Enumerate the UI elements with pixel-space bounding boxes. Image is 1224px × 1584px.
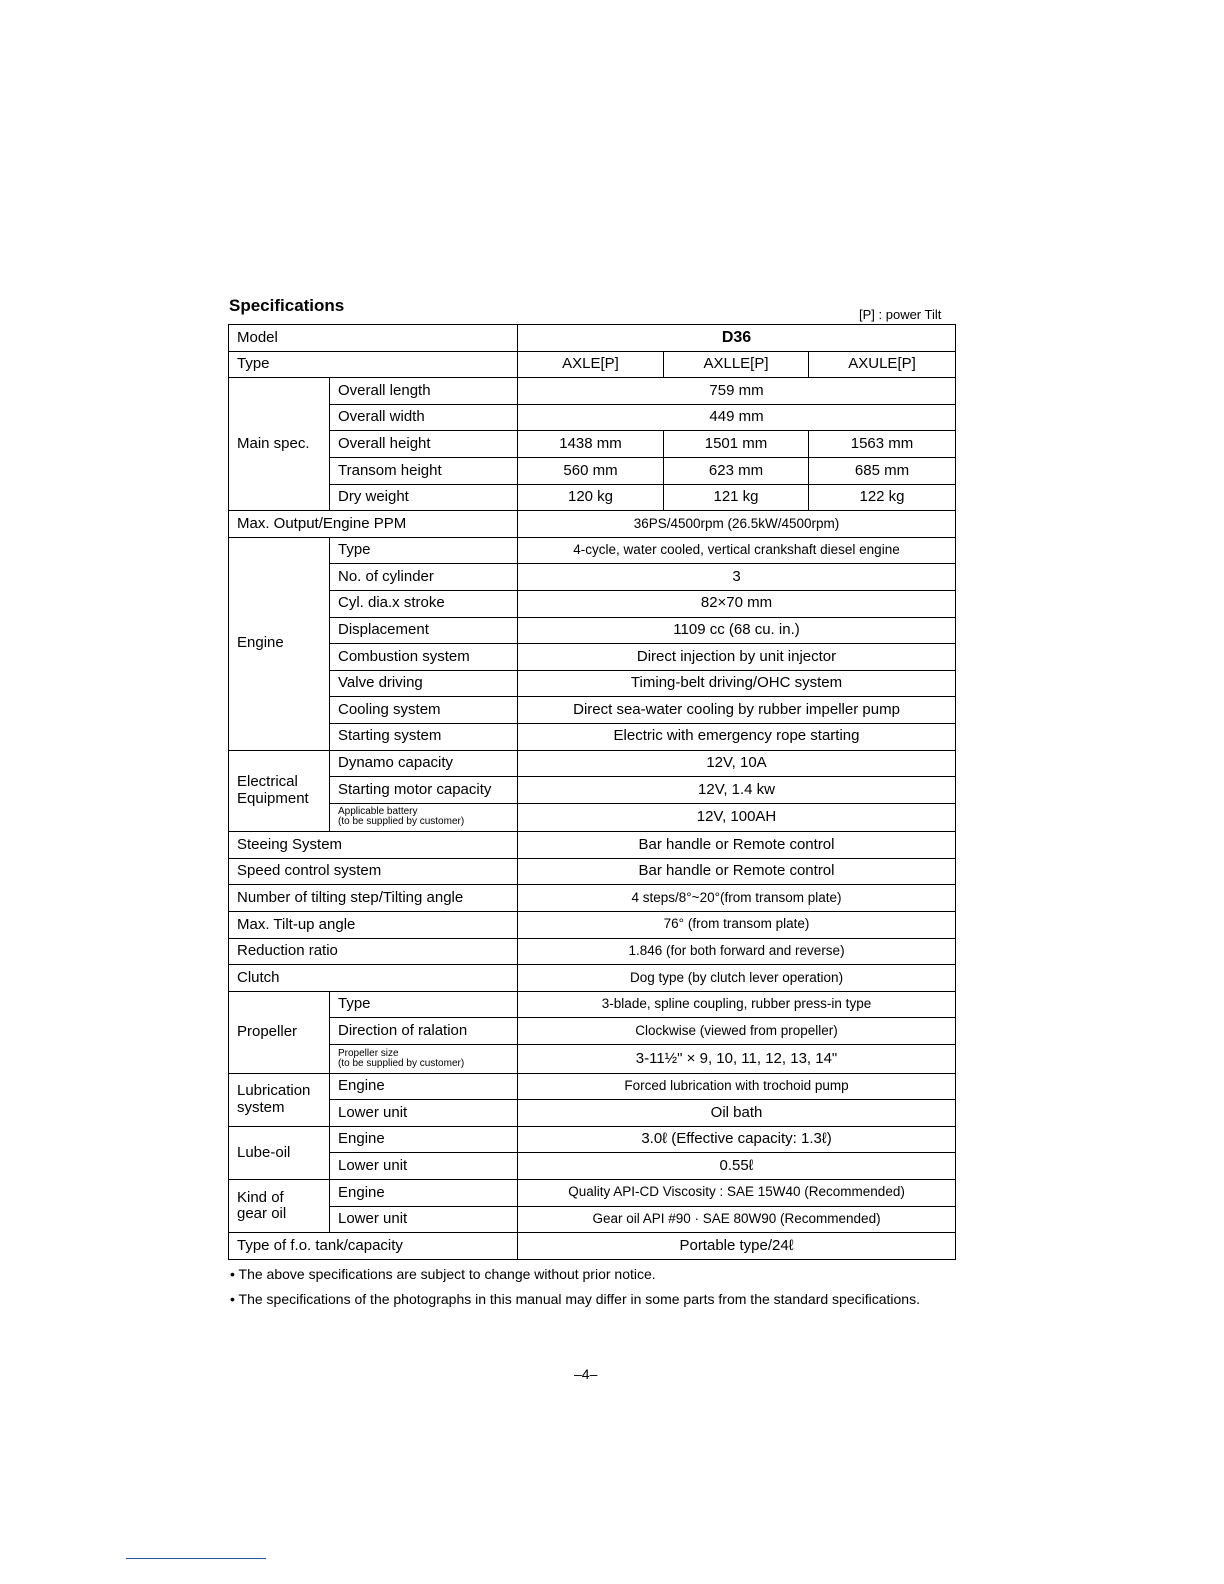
row-label: Transom height [330, 457, 518, 484]
group-label-line: Kind of [237, 1188, 284, 1206]
table-row [229, 325, 956, 352]
row-value: Timing-belt driving/OHC system [518, 670, 956, 697]
footnote: • The above specifications are subject to change without prior notice. [230, 1266, 656, 1282]
row-value: Electric with emergency rope starting [518, 723, 956, 750]
row-label: Lower unit [330, 1100, 518, 1127]
row-label: Number of tilting step/Tilting angle [229, 885, 518, 912]
row-label: Displacement [330, 617, 518, 644]
table-row [229, 1045, 956, 1074]
row-value: 0.55ℓ [518, 1153, 956, 1180]
table-row [229, 750, 956, 777]
row-value: Direct sea-water cooling by rubber impeller pump [518, 697, 956, 724]
row-value: Forced lubrication with trochoid pump [518, 1073, 956, 1100]
row-value: 4 steps/8°~20°(from transom plate) [518, 885, 956, 912]
footer-rule [126, 1558, 266, 1559]
row-label: Max. Tilt-up angle [229, 912, 518, 939]
row-value: Bar handle or Remote control [518, 858, 956, 885]
row-label: Overall height [330, 431, 518, 458]
table-row [229, 777, 956, 804]
row-value: 76° (from transom plate) [518, 912, 956, 939]
page-title: Specifications [229, 296, 345, 315]
table-row [229, 697, 956, 724]
row-value: Clockwise (viewed from propeller) [518, 1018, 956, 1045]
table-row [229, 1206, 956, 1233]
row-value: Gear oil API #90 · SAE 80W90 (Recommended) [518, 1206, 956, 1233]
label-line: (to be supplied by customer) [338, 816, 465, 828]
row-value: Dog type (by clutch lever operation) [518, 965, 956, 992]
table-row [229, 404, 956, 431]
engine-group: Engine [229, 537, 330, 750]
gear-oil-group [229, 1180, 330, 1233]
electrical-group [229, 750, 330, 832]
lube-oil-group: Lube-oil [229, 1126, 330, 1179]
table-row [229, 537, 956, 564]
label-line: (to be supplied by customer) [338, 1057, 465, 1069]
row-label: Type [330, 991, 518, 1018]
row-label: Engine [330, 1126, 518, 1153]
table-row [229, 484, 956, 511]
row-label: Engine [330, 1073, 518, 1100]
row-label: Dynamo capacity [330, 750, 518, 777]
row-label: Max. Output/Engine PPM [229, 511, 518, 538]
row-value: 1.846 (for both forward and reverse) [518, 938, 956, 965]
group-label-line: Lubrication [237, 1082, 311, 1100]
table-row [229, 1100, 956, 1127]
row-value: 685 mm [809, 457, 956, 484]
row-value: 4-cycle, water cooled, vertical crankshaft diesel engine [518, 537, 956, 564]
table-row [229, 938, 956, 965]
row-label: Overall width [330, 404, 518, 431]
row-value: Direct injection by unit injector [518, 644, 956, 671]
table-row [229, 431, 956, 458]
row-label: Combustion system [330, 644, 518, 671]
table-row [229, 511, 956, 538]
row-value: 3-blade, spline coupling, rubber press-in type [518, 991, 956, 1018]
footnote: • The specifications of the photographs in this manual may differ in some parts from the standard specifications. [230, 1290, 920, 1307]
row-value: 36PS/4500rpm (26.5kW/4500rpm) [518, 511, 956, 538]
model-value: D36 [518, 325, 956, 352]
row-value: 12V, 10A [518, 750, 956, 777]
row-value: 3-11½" × 9, 10, 11, 12, 13, 14" [518, 1045, 956, 1074]
model-label: Model [229, 325, 518, 352]
row-value: 82×70 mm [518, 590, 956, 617]
table-row [229, 644, 956, 671]
table-row [229, 1018, 956, 1045]
table-row [229, 991, 956, 1018]
main-spec-group: Main spec. [229, 378, 330, 511]
group-label-line: system [237, 1098, 285, 1116]
row-label: Type [330, 537, 518, 564]
specifications-table [228, 324, 956, 1260]
table-row [229, 723, 956, 750]
group-label-line: Electrical [237, 773, 298, 791]
table-row [229, 1180, 956, 1207]
type-value: AXLLE[P] [664, 351, 809, 378]
row-label [330, 1045, 518, 1074]
row-label: Dry weight [330, 484, 518, 511]
row-label [330, 803, 518, 832]
row-value: 1438 mm [518, 431, 664, 458]
row-value: 122 kg [809, 484, 956, 511]
row-label: Lower unit [330, 1153, 518, 1180]
row-value: 1109 cc (68 cu. in.) [518, 617, 956, 644]
type-label: Type [229, 351, 518, 378]
row-label: Steeing System [229, 832, 518, 859]
table-row [229, 965, 956, 992]
table-row [229, 590, 956, 617]
lubrication-group [229, 1073, 330, 1126]
row-label: Starting motor capacity [330, 777, 518, 804]
row-label: Cyl. dia.x stroke [330, 590, 518, 617]
table-row [229, 617, 956, 644]
table-row [229, 1073, 956, 1100]
row-label: Reduction ratio [229, 938, 518, 965]
table-row [229, 912, 956, 939]
row-label: Valve driving [330, 670, 518, 697]
table-row [229, 832, 956, 859]
group-label-line: gear oil [237, 1205, 287, 1223]
type-value: AXLE[P] [518, 351, 664, 378]
type-value: AXULE[P] [809, 351, 956, 378]
row-value: 121 kg [664, 484, 809, 511]
row-value: 560 mm [518, 457, 664, 484]
row-value: 120 kg [518, 484, 664, 511]
group-label-line: Equipment [237, 789, 309, 807]
legend-note: [P] : power Tilt [859, 307, 942, 322]
row-label: Clutch [229, 965, 518, 992]
table-row [229, 1153, 956, 1180]
table-row [229, 457, 956, 484]
row-value: 759 mm [518, 378, 956, 405]
row-value: 3.0ℓ (Effective capacity: 1.3ℓ) [518, 1126, 956, 1153]
row-value: Quality API-CD Viscosity : SAE 15W40 (Recommended) [518, 1180, 956, 1207]
row-label: Cooling system [330, 697, 518, 724]
table-row [229, 885, 956, 912]
row-value: 1501 mm [664, 431, 809, 458]
row-value: 12V, 1.4 kw [518, 777, 956, 804]
row-label: Speed control system [229, 858, 518, 885]
row-label: Overall length [330, 378, 518, 405]
row-label: Lower unit [330, 1206, 518, 1233]
row-value: 12V, 100AH [518, 803, 956, 832]
row-value: Portable type/24ℓ [518, 1233, 956, 1260]
row-label: No. of cylinder [330, 564, 518, 591]
table-row [229, 670, 956, 697]
row-label: Type of f.o. tank/capacity [229, 1233, 518, 1260]
row-label: Engine [330, 1180, 518, 1207]
footnotes [230, 1266, 950, 1315]
row-value: 1563 mm [809, 431, 956, 458]
row-value: Oil bath [518, 1100, 956, 1127]
table-row [229, 351, 956, 378]
table-row [229, 1126, 956, 1153]
row-value: 3 [518, 564, 956, 591]
table-row [229, 378, 956, 405]
label-line: Applicable battery [338, 806, 418, 818]
row-value: 623 mm [664, 457, 809, 484]
row-value: Bar handle or Remote control [518, 832, 956, 859]
label-line: Propeller size [338, 1047, 399, 1059]
table-row [229, 858, 956, 885]
table-row [229, 564, 956, 591]
table-row [229, 803, 956, 832]
page-number: –4– [574, 1366, 598, 1382]
table-row [229, 1233, 956, 1260]
row-label: Direction of ralation [330, 1018, 518, 1045]
row-value: 449 mm [518, 404, 956, 431]
propeller-group: Propeller [229, 991, 330, 1073]
row-label: Starting system [330, 723, 518, 750]
